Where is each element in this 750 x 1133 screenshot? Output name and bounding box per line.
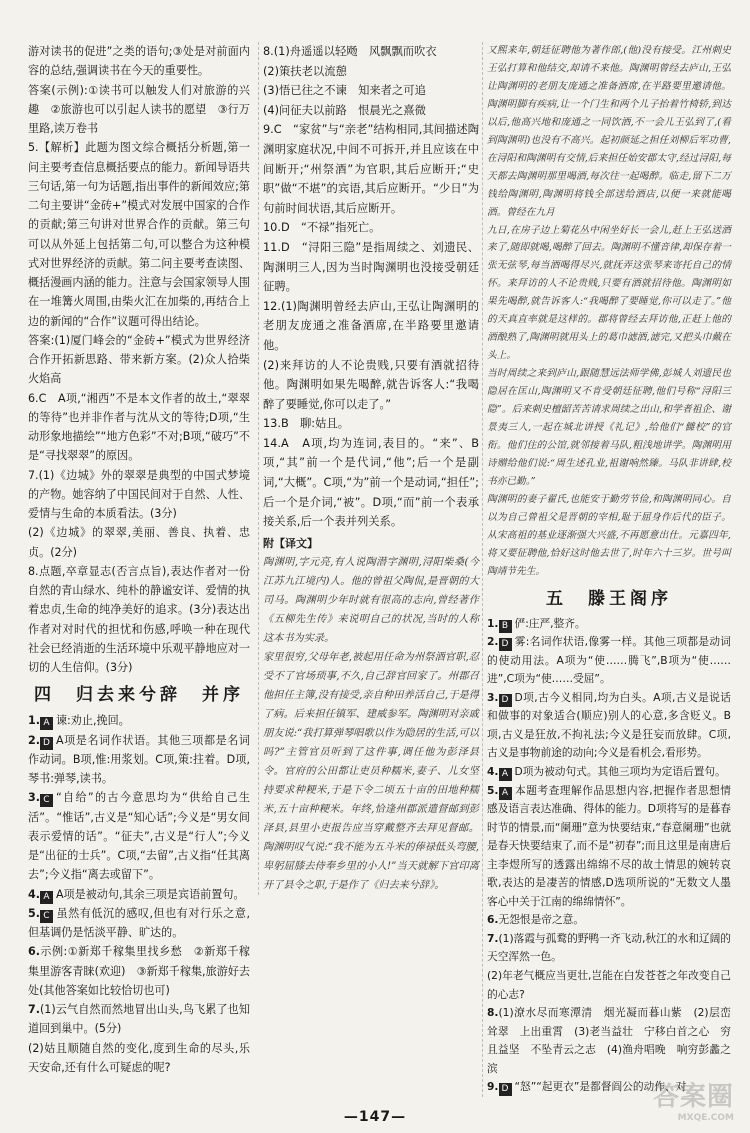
translation-paragraph: 陶渊明的妻子翟氏,也能安于勤劳节俭,和陶渊明同心。自以为自己曾祖父是晋朝的宰相,耻于屈身作后代的臣子。从宋高祖的基业逐渐强大兴盛,不再愿意出仕。元嘉四年,将又要征聘他,恰好这时他去世了,时年六十三岁。世号叫陶靖节先生。 xyxy=(487,493,731,577)
answer-item xyxy=(487,1004,731,1078)
answer-paragraph: (2)《边城》的翠翠,美丽、善良、执着、忠贞。(2分) xyxy=(28,526,250,559)
answer-item xyxy=(487,930,731,967)
column-2 xyxy=(258,42,479,895)
item-text: D项为被动句式。其他三项均为定语后置句。 xyxy=(514,764,726,778)
column-1 xyxy=(28,42,250,1077)
answer-paragraph: 13.B 聊:姑且。 xyxy=(263,417,350,431)
item-number: 5. xyxy=(487,783,499,797)
answer-item xyxy=(487,911,731,930)
item-number: 2. xyxy=(487,635,499,649)
answer-item xyxy=(28,885,250,904)
answer-item xyxy=(487,633,731,689)
answer-paragraph: 10.D “不禄”指死亡。 xyxy=(263,221,381,235)
item-text: (1)潦水尽而寒潭清 烟光凝而暮山紫 (2)层峦耸翠 上出重霄 (3)老当益壮 宁移白首之心 穷且益坚 不坠青云之志 (4)渔舟唱晚 响穷彭蠡之滨 xyxy=(487,1006,731,1075)
answer-letter-box: A xyxy=(499,787,512,800)
item-text: 示例:①新郑千稼集里找乡愁 ②新郑千稼集里游客青睐(欢迎) ③新郑千稼集,旅游好去处(其他答案如比较恰切也可) xyxy=(28,945,250,997)
translation-heading: 附【译文】 xyxy=(263,536,318,550)
answer-letter-box: A xyxy=(40,717,53,730)
answer-item xyxy=(28,1039,250,1078)
item-text: (1)云气自然而然地冒出山头,鸟飞累了也知道回到巢中。(5分) xyxy=(28,1003,250,1036)
answer-paragraph: 8.(1)舟遥遥以轻飏 风飘飘而吹衣 xyxy=(263,45,437,58)
item-number: 8. xyxy=(487,1006,499,1020)
item-text: 无怨恨是帝之意。 xyxy=(498,913,585,927)
answer-letter-box: C xyxy=(40,910,53,923)
answer-item xyxy=(28,788,250,884)
answer-paragraph: (4)问征夫以前路 恨晨光之熹微 xyxy=(263,103,426,117)
translation-paragraph: 九日,在房子边上菊花丛中闲坐好长一会儿,赶上王弘送酒来了,随即就喝,喝醉了回去。陶渊明不懂音律,却保存着一张无弦琴,每当酒喝得尽兴,就抚弄这张琴来寄托自己的情怀。来拜访的人不论贵贱,只要有酒就招待他。陶渊明如果先喝醉,就告诉客人:“我喝醉了要睡觉,你可以走了。”他的天真直率就是这样的。郡将曾经去拜访他,正赶上他的酒酿熟了,陶渊明就用头上的葛巾滤酒,滤完,又把头巾戴在头上。 xyxy=(487,224,731,362)
item-number: 3. xyxy=(487,690,499,704)
answer-item xyxy=(487,967,731,1004)
answer-letter-box: A xyxy=(499,768,512,781)
answer-item xyxy=(28,1000,250,1039)
answer-paragraph: 11.D “浔阳三隐”是指周续之、刘遗民、陶渊明三人,因为当时陶渊明也没接受朝廷征聘。 xyxy=(263,240,479,294)
translation-paragraph: 陶渊明,字元亮,有人说陶潜字渊明,浔阳柴桑(今江苏九江境内)人。他的曾祖父陶侃,是晋朝的大司马。陶渊明少年时就有很高的志向,曾经著作《五柳先生传》来说明自己的状况,当时的人称这本书为实录。 xyxy=(263,557,479,645)
answer-letter-box: B xyxy=(499,620,512,633)
item-text: A项是名词作状语。其他三项都是名词作动词。B项,惟:用浆划。C项,策:拄着。D项,琴书:弹琴,读书。 xyxy=(28,733,250,785)
item-text: A项是被动句,其余三项是宾语前置句。 xyxy=(55,887,245,901)
page-number: —147— xyxy=(343,1109,407,1125)
item-number: 4. xyxy=(487,764,499,778)
answer-paragraph: 5.【解析】此题为图文综合概括分析题,第一问主要考查信息概括要点的能力。新闻导语共三句话,第一句为话题,指出事件的新闻效应;第二句主要讲“金砖+”模式对发展中国家的合作的贡献;第三句讲对世界合作的贡献。第三句可以从外延上包括第二句,可以整合为这种模式对世界经济的贡献。第二问主要考查读图、概括漫画内涵的能力。注意与会国家领导人围在一堆篝火周围,由柴火汇在加柴的,再结合上边的新闻的“合作”议题可得出结论。 xyxy=(28,141,250,328)
item-number: 5. xyxy=(28,906,40,920)
item-number: 4. xyxy=(28,887,40,901)
item-number: 9. xyxy=(487,1080,499,1094)
answer-paragraph: 14.A A项,均为连词,表目的。“来”、B项,“其”前一个是代词,“他”;后一个是副词,“大概”。C项,“为”前一个是动词,“担任”;后一个是介词,“被”。D项,“而”前一个表承接关系,后一个表并列关系。 xyxy=(263,436,479,529)
answer-letter-box: D xyxy=(499,1083,512,1096)
column-3 xyxy=(482,42,731,1097)
answer-item xyxy=(28,711,250,730)
item-text: 虽然有低沉的感叹,但也有对行乐之意,但基调仍是恬淡平静、旷达的。 xyxy=(28,906,250,939)
answer-letter-box: C xyxy=(40,794,53,807)
item-number: 2. xyxy=(28,733,40,747)
answer-paragraph: 答案(示例):①读书可以触发人们对旅游的兴趣 ②旅游也可以引起人读书的愿望 ③行万里路,读万卷书 xyxy=(28,83,250,135)
item-number: 7. xyxy=(487,931,499,945)
answer-letter-box: D xyxy=(499,694,512,707)
answer-paragraph: 9.C “家贫”与“亲老”结构相同,其间描述陶渊明家庭状况,中间不可拆开,并且应该在中间断开;“州祭酒”为官职,其后应断开;“史职”做“不堪”的宾语,其后应断开。“少日”为句前时间状语,其后应断开。 xyxy=(263,123,479,215)
item-number: 1. xyxy=(28,714,40,728)
item-text: “怒”“起更衣”是都督阎公的动作、对 xyxy=(514,1080,687,1094)
answer-item xyxy=(487,763,731,782)
item-text: (2)姑且顺随自然的变化,度到生命的尽头,乐天安命,还有什么可疑虑的呢? xyxy=(28,1041,250,1074)
item-text: D项,古今义相同,均为白头。A项,古义是说话和做事的对象适合(顺应)别人的心意,多含贬义。B项,古义是狂放,不拘礼法;今义是狂妄而放肆。C项,古义是事物前途的动向;今义是看机会,看形势。 xyxy=(487,690,731,760)
item-text: 雾:名词作状语,像雾一样。其他三项都是动词的使动用法。A项为“使……腾飞”,B项为“使……进”,C项为“使……受屈”。 xyxy=(487,635,731,686)
item-text: “自给”的古今意思均为“供给自己生活”。“惟话”,古义是“知心话”;今义是“男女间表示爱情的话”。“征夫”,古义是“行人”;今义是“出征的士兵”。C项,“去留”,古义指“任其离去”;今义指“离去或留下”。 xyxy=(28,791,250,882)
section-5-title: 五 滕王阁序 xyxy=(546,588,672,609)
answer-paragraph: 游对读书的促进”之类的语句;③处是对前面内容的总结,强调读书在今天的重要性。 xyxy=(28,45,250,78)
item-number: 6. xyxy=(28,945,40,959)
item-text: (1)落霞与孤鹜的野鸭一齐飞动,秋江的水和辽阔的天空浑然一色。 xyxy=(487,931,731,964)
answer-letter-box: D xyxy=(499,638,512,651)
translation-paragraph: 家里很穷,父母年老,被起用任命为州祭酒官职,忍受不了官场琐事,不久,自己辞官回家了。州郡召他担任主簿,没有接受,亲自种田养活自己,于是得了病。后来担任镇军、建威参军。陶渊明对亲戚朋友说:“我打算弹琴唱歌以作为隐居的生活,可以吗?”主管官员听到了这件事,调任他为彭泽县令。官府的公田都让吏员种糯米,妻子、儿女坚持要求种粳米,于是下令二顷五十亩的田地种糯米,五十亩种粳米。年终,恰逢州郡派遣督邮到彭泽县,县里小吏报告应当穿戴整齐去拜见督邮。陶渊明叹气说:“我不能为五斗米的俸禄低头弯腰,卑躬屈膝去侍奉乡里的小人!”当天就解下官印离开了县令之职,于是作了《归去来兮辞》。 xyxy=(263,652,479,892)
answer-item xyxy=(28,904,250,943)
answer-letter-box: A xyxy=(40,891,53,904)
item-text: (2)年老气概应当更壮,岂能在白发苍苍之年改变自己的心志? xyxy=(487,968,731,1001)
answer-letter-box: D xyxy=(40,737,53,750)
answer-paragraph: 答案:(1)厦门峰会的“金砖+”模式为世界经济合作开拓新思路、带来新方案。(2)众人拾柴火焰高 xyxy=(28,333,250,386)
answer-item xyxy=(28,942,250,1000)
answer-paragraph: 8.点题,卒章显志(否言点旨),表达作者对一份自然的青山绿水、纯朴的静谧安详、爱情的执着忠贞,生命的纯净美好的追求。(3分)表达出作者对对时代的担忧和伤感,呼唤一种在现代社会已经消逝的生活环境中乐观平静地应对一切的人生信仰。(3分) xyxy=(28,564,250,674)
answer-item xyxy=(487,615,731,634)
item-text: 本题考查理解作品思想内容,把握作者思想情感及语言表达准确、得体的能力。D项将写的是暮春时节的情景,而“阑珊”意为快要结束,“春意阑珊”也就是春天快要结束了,而不是“初春”;而且这里是南唐后主李煜所写的透露出绵绵不尽的故土情思的婉转哀歌,表达的是凄苦的情感,D选项所说的“无数文人墨客心中关于江南的绵绵情怀”。 xyxy=(487,783,731,908)
answer-paragraph: 7.(1)《边城》外的翠翠是典型的中国式梦境的产物。她容纳了中国民间对于自然、人性、爱情与生命的本质看法。(3分) xyxy=(28,468,250,520)
answer-paragraph: 6.C A项,“湘西”不是本文作者的故土,“翠翠的等待”也并非作者与沈从文的等待;D项,“生动形象地描绘”“地方色彩”不对;B项,“破巧”不是“寻找翠翠”的原因。 xyxy=(28,391,250,463)
answer-paragraph: (3)悟已往之不谏 知来者之可追 xyxy=(263,84,426,98)
section-4-title: 四 归去来兮辞 并序 xyxy=(34,685,244,706)
answer-item xyxy=(487,689,731,763)
item-number: 3. xyxy=(28,791,40,805)
item-number: 7. xyxy=(28,1003,40,1016)
answer-item xyxy=(28,731,250,789)
item-number: 1. xyxy=(487,616,499,630)
answer-paragraph: 12.(1)陶渊明曾经去庐山,王弘让陶渊明的老朋友庞通之准备酒席,在半路要里邀请他。 xyxy=(263,299,479,352)
translation-paragraph: 当时周续之来到庐山,跟随慧远法师学佛,彭城人刘遗民也隐居在匡山,陶渊明又不肯受朝廷征聘,他们号称“浔阳三隐”。后来刺史檀韶苦苦请求周续之出山,和学者祖企、谢景夷三人,一起在城北讲授《礼记》,给他们“雠校”的官衔。他们住的公馆,就邻接着马队,粗浅地讲学。陶渊明用诗赠给他们说:“周生述孔业,祖谢响然臻。马队非讲肆,校书亦已勤。” xyxy=(487,368,731,487)
answer-paragraph: (2)策扶老以流憩 xyxy=(263,64,347,78)
item-text: 谏:劝止,挽回。 xyxy=(55,714,130,728)
answer-item xyxy=(487,782,731,912)
item-text: 俨:庄严,整齐。 xyxy=(514,616,586,630)
translation-paragraph: 又熙来年,朝廷征聘他为著作郎,(他)没有接受。江州刺史王弘打算和他结交,却请不来他。陶渊明曾经去庐山,王弘让陶渊明的老朋友庞通之准备酒席,在半路要里邀请他。陶渊明脚有疾病,让一个门生和两个儿子抬着竹椅轿,到达以后,他高兴地和庞通之一同饮酒,不一会儿王弘到了,(看到陶渊明)也没有不高兴。起初颜延之担任刘柳后军功曹,在浔阳和陶渊明有交情,后来担任始安郡太守,经过浔阳,每天都去陶渊明那里喝酒,每次往一起喝醉。临走,留下二万钱给陶渊明,陶渊明将钱全部送给酒店,以便一来就能喝酒。曾经在九月 xyxy=(487,45,731,218)
watermark-logo: 答案圈 MXQE.COM xyxy=(652,1082,734,1123)
item-number: 6. xyxy=(487,913,499,927)
answer-paragraph: (2)来拜访的人不论贵贱,只要有酒就招待他。陶渊明如果先喝醉,就告诉客人:“我喝醉了要睡觉,你可以走了。” xyxy=(263,358,479,411)
